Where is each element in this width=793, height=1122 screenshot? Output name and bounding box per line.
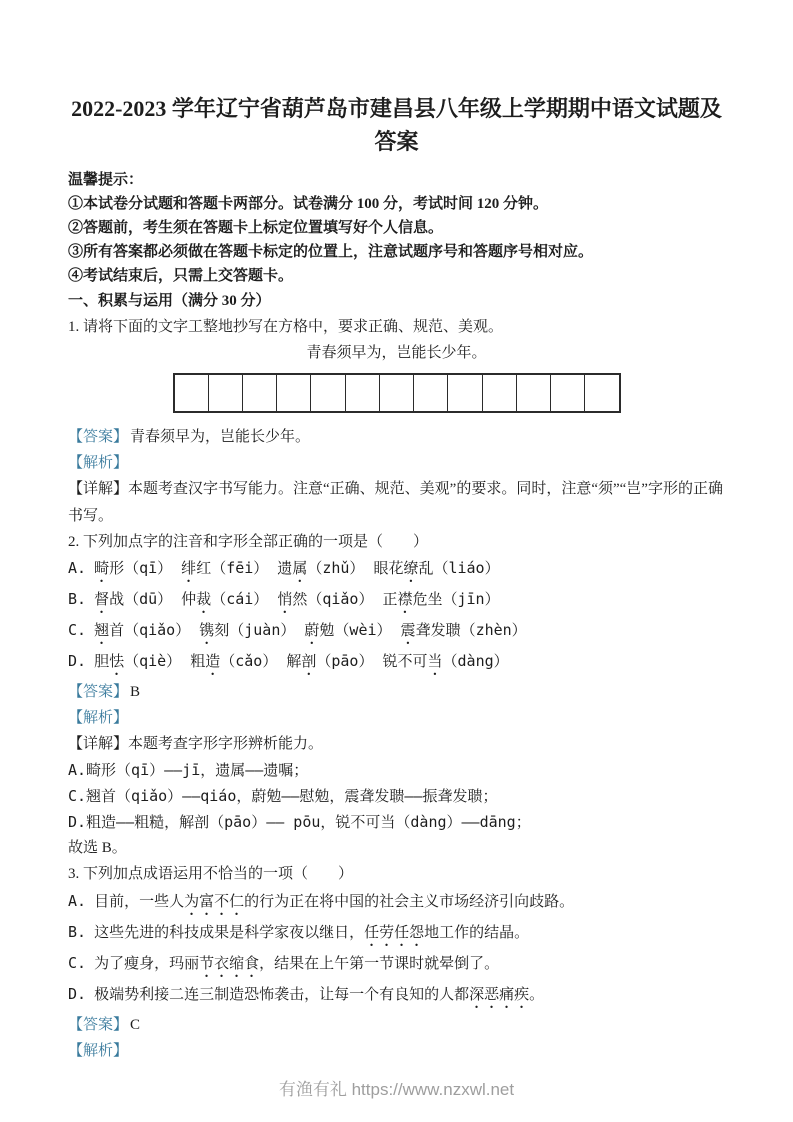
dotted-text: 悄 [277, 589, 293, 608]
q2-detail-line: C.翘首（qiǎo）——qiáo，蔚勉——慰勉，震聋发聩——振聋发聩； [68, 787, 498, 806]
q2-answer-text: B [130, 683, 141, 700]
q2-answer-line [68, 679, 725, 705]
copy-grid-cell [277, 375, 311, 411]
option-text: 这些先进的科技成果是科学家夜以继日， [94, 922, 365, 941]
page-title: 2022-2023 学年辽宁省葫芦岛市建昌县八年级上学期期中语文试题及答案 [71, 96, 722, 154]
q3-answer-line [68, 1012, 725, 1038]
q3-options [68, 888, 725, 1012]
notice-line: ③所有答案都必须做在答题卡标定的位置上，注意试题序号和答题序号相对应。 [68, 244, 594, 260]
option-text: 目前，一些人 [94, 891, 185, 910]
notice-line: ②答题前，考生须在答题卡上标定位置填写好个人信息。 [68, 220, 444, 236]
option-text: （pāo） 锐不可 [316, 651, 428, 670]
dotted-text: 为富不仁 [184, 891, 245, 910]
copy-grid-cell [311, 375, 345, 411]
copy-grid-cell [551, 375, 585, 411]
option-line [68, 586, 725, 617]
option-text: 极端势利接二连三制造恐怖袭击，让每一个有良知的人都 [94, 984, 470, 1003]
option-text: （dàng） [442, 651, 509, 670]
dotted-text: 裁 [196, 589, 212, 608]
option-line [68, 950, 725, 981]
option-line [68, 648, 725, 679]
notice-heading: 温馨提示： [68, 172, 144, 188]
option-text: 红（fēi） 遗 [196, 558, 293, 577]
answer-label: 【答案】 [68, 429, 129, 446]
option-text: 。 [529, 984, 545, 1003]
copy-grid-cell [483, 375, 517, 411]
q1-answer-line [68, 424, 725, 450]
dotted-text: 怯 [109, 651, 125, 670]
copy-grid-cell [175, 375, 209, 411]
answer-label: 【答案】 [68, 683, 129, 700]
q2-detail-line: 【详解】本题考查字形字形辨析能力。 [68, 735, 324, 752]
answer-label: 【答案】 [68, 1016, 129, 1033]
option-text: （zhǔ） 眼花 [307, 558, 404, 577]
dotted-text: 造 [205, 651, 221, 670]
option-label: B. [68, 922, 87, 941]
option-text: 胆 [94, 651, 110, 670]
dotted-text: 深恶痛疾 [469, 984, 530, 1003]
q2-stem: 2. 下列加点字的注音和字形全部正确的一项是（ ） [68, 533, 429, 550]
option-label: D. [68, 984, 87, 1003]
option-text: 聋发聩（zhèn） [415, 620, 527, 639]
option-text: 首（qiǎo） [109, 620, 200, 639]
option-text: 形（qī） [109, 558, 182, 577]
dotted-text: 襟 [397, 589, 413, 608]
q3-stem: 3. 下列加点成语运用不恰当的一项（ ） [68, 866, 354, 883]
option-text: 地工作的结晶。 [424, 922, 530, 941]
option-label: A. [68, 558, 87, 577]
copy-grid-cell [517, 375, 551, 411]
copy-grid-cell [209, 375, 243, 411]
q2-options [68, 555, 725, 679]
option-text: 然（qiǎo） 正 [292, 589, 398, 608]
q1-copy-text: 青春须早为，岂能长少年。 [306, 345, 487, 362]
analysis-label: 【解析】 [68, 455, 129, 472]
analysis-label: 【解析】 [68, 1042, 129, 1059]
option-label: C. [68, 953, 87, 972]
q3-analysis-line [68, 1038, 725, 1064]
option-text: （qiè） 粗 [124, 651, 206, 670]
analysis-label: 【解析】 [68, 709, 129, 726]
dotted-text: 任劳任怨 [364, 922, 425, 941]
copy-grid-cell [243, 375, 277, 411]
copy-grid-cell [414, 375, 448, 411]
q2-analysis-line [68, 705, 725, 731]
option-text: （cǎo） 解 [220, 651, 302, 670]
option-text: 的行为正在将中国的社会主义市场经济引向歧路。 [244, 891, 575, 910]
option-text: 乱（liáo） [418, 558, 500, 577]
option-text: （cái） [211, 589, 278, 608]
dotted-text: 属 [292, 558, 308, 577]
copy-grid [173, 373, 621, 413]
option-text: 战（dū） 仲 [109, 589, 197, 608]
dotted-text: 翘 [94, 620, 110, 639]
q2-detail-line: A.畸形（qī）——jī，遗属——遗嘱； [68, 761, 309, 780]
section-heading: 一、积累与运用（满分 30 分） [68, 293, 271, 309]
option-text: 危坐（jīn） [412, 589, 500, 608]
dotted-text: 剖 [301, 651, 317, 670]
dotted-text: 蔚 [304, 620, 320, 639]
notice-line: ①本试卷分试题和答题卡两部分。试卷满分 100 分，考试时间 120 分钟。 [68, 196, 549, 212]
q1-analysis-line [68, 450, 725, 476]
option-text: ，结果在上午第一节课时就晕倒了。 [259, 953, 500, 972]
q3-answer-text: C [130, 1016, 141, 1033]
dotted-text: 镌 [199, 620, 215, 639]
option-text: 勉（wèi） [319, 620, 401, 639]
copy-grid-cell [380, 375, 414, 411]
q1-answer-text: 青春须早为，岂能长少年。 [130, 429, 311, 446]
dotted-text: 缭 [403, 558, 419, 577]
option-label: D. [68, 651, 87, 670]
footer-watermark: 有渔有礼 https://www.nzxwl.net [278, 1080, 515, 1099]
dotted-text: 节衣缩食 [199, 953, 260, 972]
dotted-text: 震 [400, 620, 416, 639]
option-text: 为了瘦身，玛丽 [94, 953, 200, 972]
option-line [68, 555, 725, 586]
option-line [68, 919, 725, 950]
dotted-text: 督 [94, 589, 110, 608]
q1-detail: 【详解】本题考查汉字书写能力。注意“正确、规范、美观”的要求。同时，注意“须”“岂”字形的正确书写。 [68, 481, 723, 524]
option-label: B. [68, 589, 87, 608]
option-line [68, 617, 725, 648]
option-label: C. [68, 620, 87, 639]
option-line [68, 981, 725, 1012]
copy-grid-cell [585, 375, 618, 411]
option-line [68, 888, 725, 919]
dotted-text: 当 [427, 651, 443, 670]
copy-grid-cell [346, 375, 380, 411]
option-label: A. [68, 891, 87, 910]
notice-block [68, 168, 725, 288]
notice-line: ④考试结束后，只需上交答题卡。 [68, 268, 294, 284]
q2-detail-line: D.粗造——粗糙，解剖（pāo）—— pōu，锐不可当（dàng）——dāng； [68, 813, 531, 832]
option-text: 刻（juàn） [214, 620, 305, 639]
dotted-text: 绯 [181, 558, 197, 577]
q2-detail-line: 故选 B。 [68, 840, 127, 857]
dotted-text: 畸 [94, 558, 110, 577]
copy-grid-cell [448, 375, 482, 411]
q1-stem: 1. 请将下面的文字工整地抄写在方格中，要求正确、规范、美观。 [68, 319, 504, 336]
